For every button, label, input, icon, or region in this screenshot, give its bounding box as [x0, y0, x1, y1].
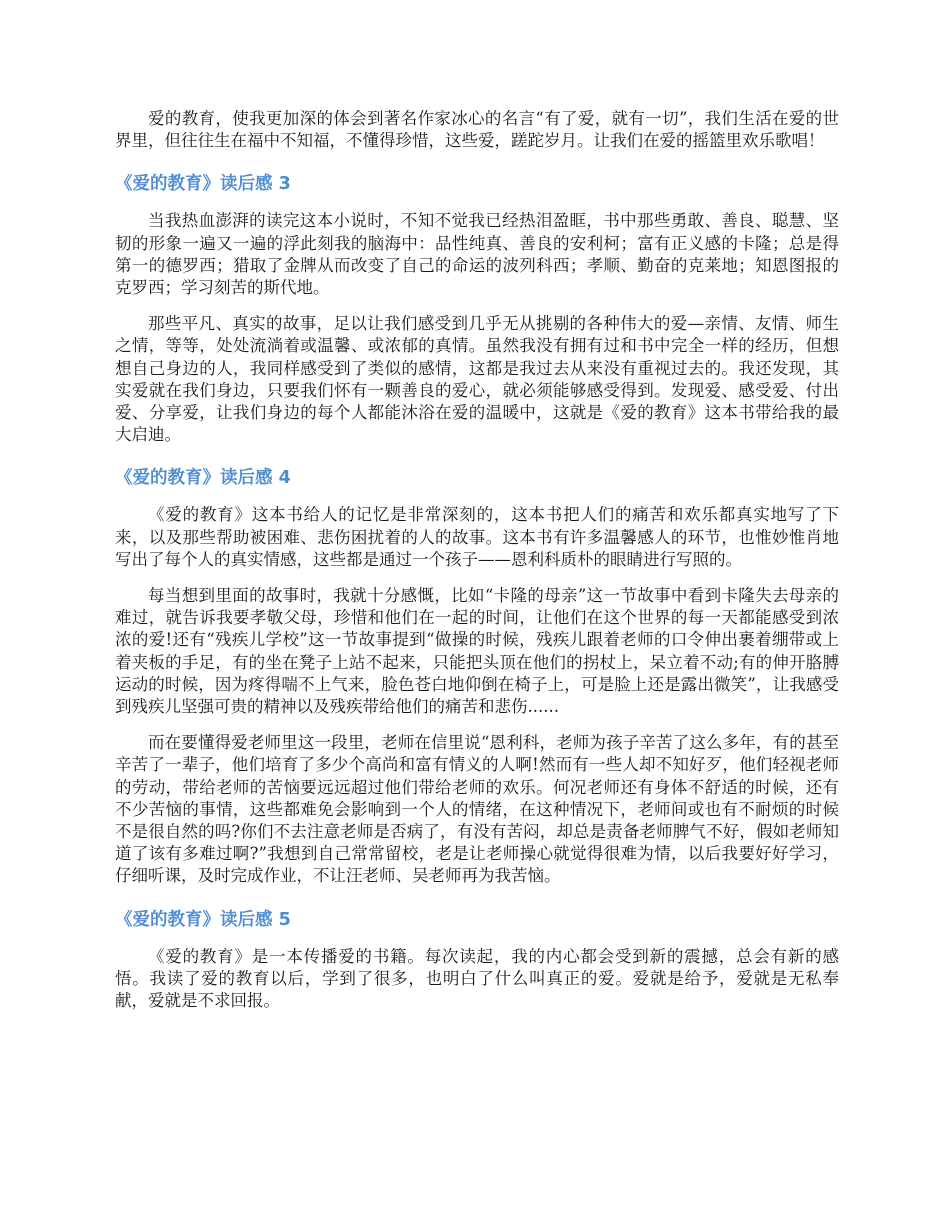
paragraph: 每当想到里面的故事时，我就十分感慨，比如“卡隆的母亲”这一节故事中看到卡隆失去母亲的难过，就告诉我要孝敬父母，珍惜和他们在一起的时间，让他们在这个世界的每一天都能感受到浓浓的爱!还有“残疾儿学校”这一节故事提到“做操的时候，残疾儿跟着老师的口令伸出裹着绷带或上着夹板的手足，有的坐在凳子上站不起来，只能把头顶在他们的拐杖上，呆立着不动;有的伸开胳膊运动的时候，因为疼得喘不上气来，脸色苍白地仰倒在椅子上，可是脸上还是露出微笑”，让我感受到残疾儿坚强可贵的精神以及残疾带给他们的痛苦和悲伤...... [115, 586, 839, 717]
paragraph: 《爱的教育》这本书给人的记忆是非常深刻的，这本书把人们的痛苦和欢乐都真实地写了下来，以及那些帮助被困难、悲伤困扰着的人的故事。这本书有许多温馨感人的环节，也惟妙惟肖地写出了每个人的真实情感，这些都是通过一个孩子——恩利科质朴的眼睛进行写照的。 [115, 505, 839, 569]
section-heading: 《爱的教育》读后感 3 [115, 174, 291, 195]
section-heading: 《爱的教育》读后感 4 [115, 468, 291, 489]
paragraph: 而在要懂得爱老师里这一段里，老师在信里说“恩利科，老师为孩子辛苦了这么多年，有的甚至辛苦了一辈子，他们培育了多少个高尚和富有情义的人啊!然而有一些人却不知好歹，他们轻视老师的劳动，带给老师的苦恼要远远超过他们带给老师的欢乐。何况老师还有身体不舒适的时候，还有不少苦恼的事情，这些都难免会影响到一个人的情绪，在这种情况下，老师间或也有不耐烦的时候不是很自然的吗?你们不去注意老师是否病了，有没有苦闷，却总是责备老师脾气不好，假如老师知道了该有多难过啊?”我想到自己常常留校，老是让老师操心就觉得很难为情，以后我要好好学习，仔细听课，及时完成作业，不让汪老师、吴老师再为我苦恼。 [115, 733, 839, 886]
paragraph: 爱的教育，使我更加深的体会到著名作家冰心的名言“有了爱，就有一切”，我们生活在爱的世界里，但往往生在福中不知福，不懂得珍惜，这些爱，蹉跎岁月。让我们在爱的摇篮里欢乐歌唱！ [115, 109, 839, 151]
paragraph: 当我热血澎湃的读完这本小说时，不知不觉我已经热泪盈眶，书中那些勇敢、善良、聪慧、坚韧的形象一遍又一遍的浮此刻我的脑海中：品性纯真、善良的安利柯；富有正义感的卡隆；总是得第一的德罗西；猎取了金牌从而改变了自己的命运的波列科西；孝顺、勤奋的克莱地；知恩图报的克罗西；学习刻苦的斯代地。 [115, 211, 839, 298]
section-reading-3 [115, 172, 839, 446]
section-reading-4 [115, 466, 839, 887]
section-reading-5 [115, 908, 839, 1013]
document-page [115, 108, 839, 1026]
section-intro [115, 108, 839, 152]
paragraph: 那些平凡、真实的故事，足以让我们感受到几乎无从挑剔的各种伟大的爱—亲情、友情、师生之情，等等，处处流淌着或温馨、或浓郁的真情。虽然我没有拥有过和书中完全一样的经历，但想想自己身边的人，我同样感受到了类似的感情，这都是我过去从来没有重视过去的。我还发现，其实爱就在我们身边，只要我们怀有一颗善良的爱心，就必须能够感受得到。发现爱、感受爱、付出爱、分享爱，让我们身边的每个人都能沐浴在爱的温暖中，这就是《爱的教育》这本书带给我的最大启迪。 [115, 314, 839, 445]
section-heading: 《爱的教育》读后感 5 [115, 909, 291, 930]
paragraph: 《爱的教育》是一本传播爱的书籍。每次读起，我的内心都会受到新的震撼，总会有新的感悟。我读了爱的教育以后，学到了很多，也明白了什么叫真正的爱。爱就是给予，爱就是无私奉献，爱就是不求回报。 [115, 946, 839, 1011]
